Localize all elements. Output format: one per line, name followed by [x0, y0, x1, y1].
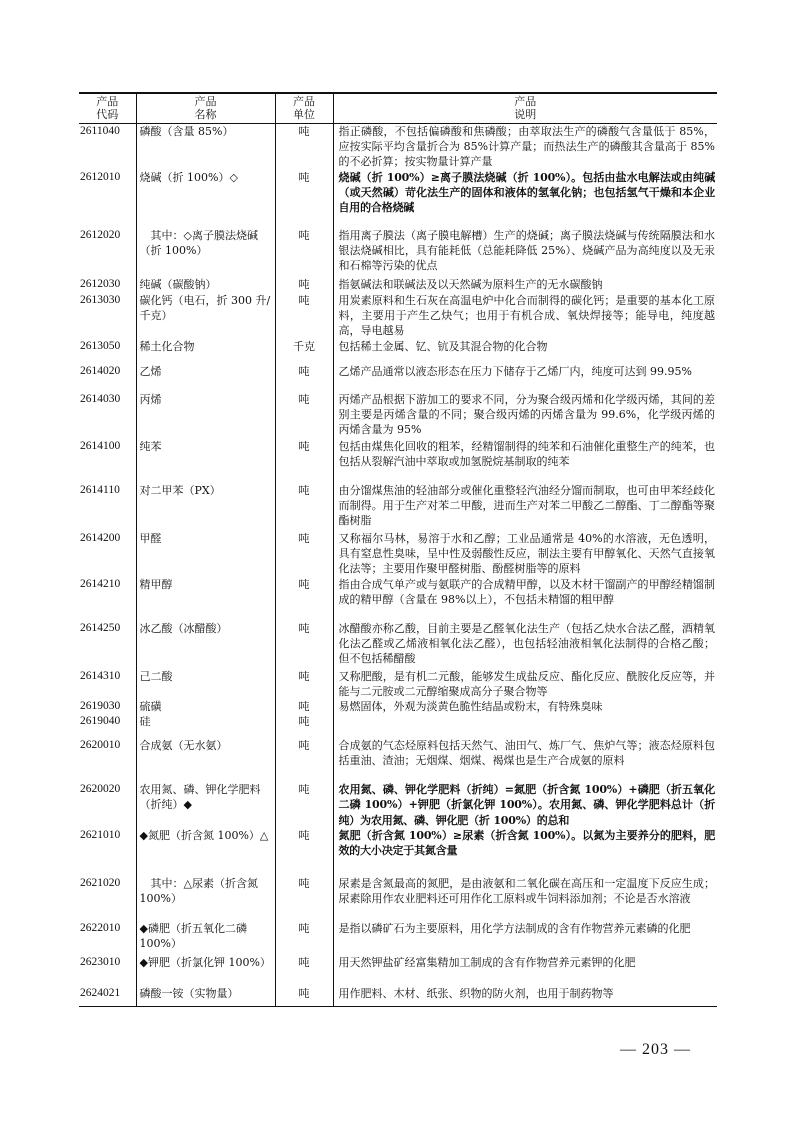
product-code: 2614110: [80, 483, 120, 496]
header-name: [136, 93, 275, 124]
table-row: [79, 439, 717, 483]
product-code: 2614100: [80, 439, 121, 452]
product-unit: 吨: [275, 277, 333, 293]
product-code: 2624021: [79, 986, 136, 1007]
product-code: 2614310: [80, 669, 121, 682]
header-unit-label: 产品 单位: [293, 95, 315, 121]
product-unit: 吨: [275, 986, 333, 1007]
product-code: 2613030: [80, 293, 121, 306]
product-unit: 千克: [275, 339, 333, 364]
product-unit: 吨: [275, 669, 333, 699]
product-unit: 吨: [275, 714, 333, 738]
table-row: [79, 782, 717, 828]
table-row: [79, 738, 717, 782]
product-description: 指正磷酸，不包括偏磷酸和焦磷酸；由萃取法生产的磷酸气含量低于 85%，应按实际平均含量折合为 85%计算产量；而热法生产的磷酸其含量高于 85%的不必折算；按实物量计算产量: [333, 124, 717, 170]
product-code: 2620010: [80, 739, 121, 752]
product-code: 2612010: [80, 170, 121, 183]
product-description: 烧碱（折 100%）≥离子膜法烧碱（折 100%）。包括由盐水电解法或由纯碱（或天然碱）苛化法生产的固体和液体的氢氧化钠；也包括氢气干燥和本企业自用的合格烧碱: [333, 170, 717, 228]
header-desc: [333, 93, 717, 124]
product-description: 指由合成气单产或与氨联产的合成精甲醇，以及木材干馏副产的甲醇经精馏制成的精甲醇（含量在 98%以上），不包括未精馏的粗甲醇: [333, 577, 717, 621]
product-code: 2614020: [80, 364, 121, 377]
table-row: [79, 483, 717, 531]
product-description: 包括稀土金属、钇、钪及其混合物的化合物: [333, 339, 717, 364]
product-unit: 吨: [275, 483, 333, 531]
product-unit: 吨: [275, 124, 333, 170]
product-name: 磷酸一铵（实物量）: [136, 986, 275, 1007]
table-row: [79, 986, 717, 1007]
product-code: 2622010: [80, 921, 121, 934]
table-row: [79, 921, 717, 955]
product-unit: 吨: [275, 577, 333, 621]
product-description: 丙烯产品根据下游加工的要求不同，分为聚合级丙烯和化学级丙烯，其间的差别主要是丙烯含量的不同；聚合级丙烯的丙烯含量为 99.6%，化学级丙烯的丙烯含量为 95%: [333, 392, 717, 439]
product-name: 硅: [136, 714, 275, 738]
product-name: 丙烯: [136, 392, 275, 439]
product-unit: 吨: [275, 828, 333, 876]
table-row: [79, 293, 717, 339]
product-description: [333, 714, 717, 738]
product-code: 2621010: [80, 828, 121, 841]
product-description: 指氨碱法和联碱法及以天然碱为原料生产的无水碳酸钠: [333, 277, 717, 293]
product-code: 2621020: [80, 876, 121, 889]
product-description: 指用离子膜法（离子膜电解槽）生产的烧碱；离子膜法烧碱与传统隔膜法和水银法烧碱相比，具有能耗低（总能耗降低 25%）、烧碱产品为高纯度以及无汞和石棉等污染的优点: [333, 228, 717, 277]
product-description: 用天然钾盐矿经富集精加工制成的含有作物营养元素钾的化肥: [333, 955, 717, 986]
product-name: 硫磺: [136, 699, 275, 714]
product-description: 易燃固体，外观为淡黄色脆性结晶或粉末，有特殊臭味: [333, 699, 717, 714]
product-code: 2614200: [80, 531, 121, 544]
table-row: [79, 669, 717, 699]
product-unit: 吨: [275, 955, 333, 986]
product-code: 2619040: [80, 715, 121, 728]
product-name: 合成氨（无水氨）: [136, 738, 275, 782]
product-description: 是指以磷矿石为主要原料，用化学方法制成的含有作物营养元素磷的化肥: [333, 921, 717, 955]
product-name: 乙烯: [136, 364, 275, 392]
table-row: [79, 124, 717, 170]
product-description: 包括由煤焦化回收的粗苯，经精馏制得的纯苯和石油催化重整生产的纯苯，也包括从裂解汽油中萃取或加氢脱烷基制取的纯苯: [333, 439, 717, 483]
header-name-label: 产品 名称: [194, 95, 217, 121]
product-unit: 吨: [275, 531, 333, 577]
product-name: 其中：◇离子膜法烧碱（折 100%）: [136, 228, 275, 277]
product-description: 冰醋酸亦称乙酸，目前主要是乙醛氧化法生产（包括乙炔水合法乙醛，酒精氧化法乙醛或乙烯液相氧化法乙醛），也包括轻油液相氧化法制得的合格乙酸；但不包括稀醋酸: [333, 621, 717, 669]
table-row: [79, 828, 717, 876]
page-number: — 203 —: [620, 1041, 691, 1058]
product-code: 2612020: [80, 228, 121, 241]
table-row: [79, 228, 717, 277]
table-row: [79, 170, 717, 228]
header-desc-label: 产品 说明: [514, 95, 537, 121]
table-row: [79, 699, 717, 714]
product-unit: 吨: [275, 170, 333, 228]
header-code-label: 产品 代码: [96, 95, 119, 121]
table-row: [79, 876, 717, 921]
product-unit: 吨: [275, 228, 333, 277]
product-unit: 吨: [275, 439, 333, 483]
product-description: 农用氮、磷、钾化学肥料（折纯）=氮肥（折含氮 100%）+磷肥（折五氧化二磷 100%）+钾肥（折氯化钾 100%）。农用氮、磷、钾化学肥料总计（折纯）为农用氮、磷、钾化肥（折 100%）的总和: [333, 782, 717, 828]
product-name: 纯碱（碳酸钠）: [136, 277, 275, 293]
product-description: 合成氨的气态烃原料包括天然气、油田气、炼厂气、焦炉气等；液态烃原料包括重油、渣油；无烟煤、烟煤、褐煤也是生产合成氨的原料: [333, 738, 717, 782]
product-description: 又称福尔马林，易溶于水和乙醇；工业品通常是 40%的水溶液，无色透明，具有窒息性臭味，呈中性及弱酸性反应，制法主要有甲醇氧化、天然气直接氧化法等；主要用作聚甲醛树脂、酚醛树脂等的原料: [333, 531, 717, 577]
table-row: [79, 955, 717, 986]
product-code: 2613050: [80, 339, 121, 352]
product-code: 2614030: [80, 392, 121, 405]
product-description: 乙烯产品通常以液态形态在压力下储存于乙烯厂内，纯度可达到 99.95%: [333, 364, 717, 392]
product-code: 2611040: [80, 125, 120, 137]
product-description: 用作肥料、木材、纸张、织物的防火剂，也用于制药物等: [333, 986, 717, 1007]
product-code: 2614210: [80, 577, 121, 590]
table-header-row: [79, 93, 717, 124]
product-name: 稀土化合物: [136, 339, 275, 364]
product-catalog-table: [79, 92, 717, 1007]
product-name: 农用氮、磷、钾化学肥料（折纯）◆: [136, 782, 275, 828]
product-name: 磷酸（含量 85%）: [136, 124, 275, 170]
product-code: 2612030: [80, 277, 121, 290]
product-unit: 吨: [275, 364, 333, 392]
product-name: 己二酸: [136, 669, 275, 699]
table-row: [79, 621, 717, 669]
product-name: ◆钾肥（折氯化钾 100%）: [136, 955, 275, 986]
product-name: 精甲醇: [136, 577, 275, 621]
product-code: 2620020: [80, 783, 121, 796]
product-name: 碳化钙（电石，折 300 升/千克）: [136, 293, 275, 339]
product-name: 其中：△尿素（折含氮 100%）: [136, 876, 275, 921]
header-unit: [275, 93, 333, 124]
table-row: [79, 364, 717, 392]
product-unit: 吨: [275, 699, 333, 714]
product-unit: 吨: [275, 293, 333, 339]
table-row: [79, 339, 717, 364]
product-name: 甲醛: [136, 531, 275, 577]
product-name: ◆氮肥（折含氮 100%）△: [136, 828, 275, 876]
table-row: [79, 577, 717, 621]
product-name: 烧碱（折 100%）◇: [136, 170, 275, 228]
header-code: [79, 93, 136, 124]
product-name: ◆磷肥（折五氧化二磷 100%）: [136, 921, 275, 955]
product-unit: 吨: [275, 621, 333, 669]
product-description: 又称肥酸，是有机二元酸，能够发生成盐反应、酯化反应、酰胺化反应等，并能与二元胺或二元醇缩聚成高分子聚合物等: [333, 669, 717, 699]
product-name: 对二甲苯（PX）: [136, 483, 275, 531]
product-unit: 吨: [275, 392, 333, 439]
product-description: 尿素是含氮最高的氮肥，是由液氨和二氧化碳在高压和一定温度下反应生成；尿素除用作农业肥料还可用作化工原料或牛饲料添加剂；不论是否水溶液: [333, 876, 717, 921]
product-unit: 吨: [275, 921, 333, 955]
product-name: 纯苯: [136, 439, 275, 483]
product-description: 由分馏煤焦油的轻油部分或催化重整轻汽油经分馏而制取，也可由甲苯经歧化而制得。用于生产对苯二甲酸，进而生产对苯二甲酸乙二醇酯、丁二醇酯等聚酯树脂: [333, 483, 717, 531]
product-code: 2623010: [80, 955, 121, 968]
product-name: 冰乙酸（冰醋酸）: [136, 621, 275, 669]
product-description: 氮肥（折含氮 100%）≥尿素（折含氮 100%）。以氮为主要养分的肥料，肥效的大小决定于其氮含量: [333, 828, 717, 876]
product-unit: 吨: [275, 738, 333, 782]
table-row: [79, 531, 717, 577]
product-code: 2619030: [80, 700, 121, 713]
product-description: 用炭素原料和生石灰在高温电炉中化合而制得的碳化钙；是重要的基本化工原料，主要用于产生乙炔气；也用于有机合成、氧炔焊接等；能导电，纯度越高，导电越易: [333, 293, 717, 339]
product-code: 2614250: [80, 621, 121, 634]
product-unit: 吨: [275, 782, 333, 828]
table-row: [79, 714, 717, 738]
table-row: [79, 392, 717, 439]
product-unit: 吨: [275, 876, 333, 921]
table-row: [79, 277, 717, 293]
